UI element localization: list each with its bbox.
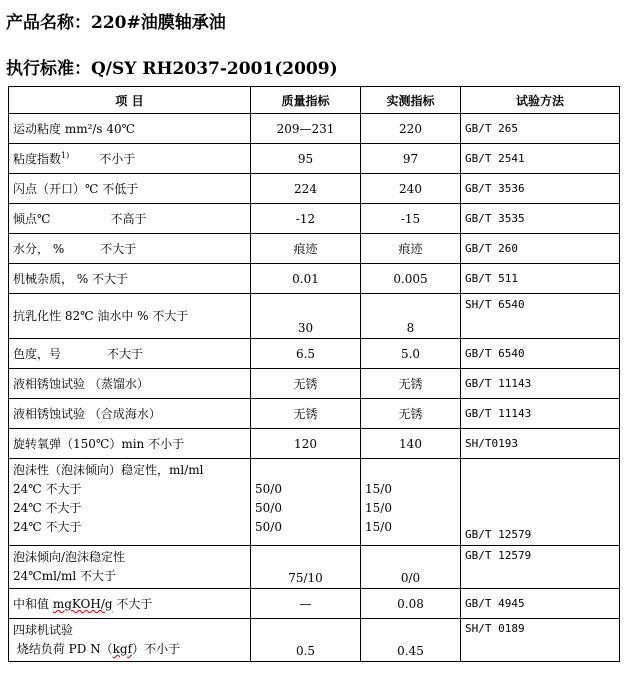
row-spec: 224 bbox=[251, 174, 361, 204]
neutral-measured: 0.08 bbox=[361, 589, 461, 619]
row-spec: 209—231 bbox=[251, 114, 361, 144]
row-method: GB/T 3535 bbox=[461, 204, 620, 234]
foam2-method: GB/T 12579 bbox=[461, 546, 620, 589]
row-spec: 120 bbox=[251, 429, 361, 459]
foam-line-item: 24℃ 不大于 bbox=[13, 520, 82, 534]
row-measured: 5.0 bbox=[361, 339, 461, 369]
header-method: 试验方法 bbox=[461, 87, 620, 114]
row-item-limit: 不高于 bbox=[110, 212, 147, 226]
footnote-marker: 1) bbox=[61, 151, 70, 160]
row-item-limit: 不大于 bbox=[107, 347, 144, 361]
foam2-row bbox=[9, 546, 620, 589]
row-spec: -12 bbox=[251, 204, 361, 234]
row-item-line: 抗乳化性 82℃ bbox=[13, 308, 94, 323]
row-item-limit: 不大于 bbox=[100, 242, 137, 256]
row-method: GB/T 3536 bbox=[461, 174, 620, 204]
table-row bbox=[9, 114, 620, 144]
row-method: GB/T 6540 bbox=[461, 339, 620, 369]
row-item-label: 倾点℃ bbox=[13, 212, 51, 226]
row-method: GB/T 511 bbox=[461, 264, 620, 294]
row-item-line: 油水中 % 不大于 bbox=[97, 308, 189, 323]
table-header-row bbox=[9, 87, 620, 114]
row-measured: 痕迹 bbox=[361, 234, 461, 264]
table-row bbox=[9, 264, 620, 294]
foam-line-spec: 50/0 bbox=[255, 520, 282, 534]
table-row bbox=[9, 294, 620, 339]
foam-line-spec: 50/0 bbox=[255, 482, 282, 496]
table-row bbox=[9, 234, 620, 264]
row-item: 液相锈蚀试验 （合成海水） bbox=[9, 399, 251, 429]
neutral-unit: mgKOH/g bbox=[52, 597, 113, 611]
foam-line-item: 24℃ 不大于 bbox=[13, 501, 82, 515]
fourball-measured: 0.45 bbox=[361, 619, 461, 662]
row-spec: 0.01 bbox=[251, 264, 361, 294]
fourball-spec: 0.5 bbox=[251, 619, 361, 662]
fourball-row bbox=[9, 619, 620, 662]
fourball-unit: kgf bbox=[112, 642, 133, 656]
row-method: SH/T 6540 bbox=[461, 294, 620, 339]
row-spec: 痕迹 bbox=[251, 234, 361, 264]
row-method: SH/T0193 bbox=[461, 429, 620, 459]
row-measured: 97 bbox=[361, 144, 461, 174]
table-row bbox=[9, 144, 620, 174]
foam-line-measured: 15/0 bbox=[365, 501, 392, 515]
row-item: 运动粘度 mm²/s 40℃ bbox=[9, 114, 251, 144]
foam-measured bbox=[361, 459, 461, 546]
row-measured: 220 bbox=[361, 114, 461, 144]
row-measured: -15 bbox=[361, 204, 461, 234]
foam-line-measured: 15/0 bbox=[365, 482, 392, 496]
foam-row bbox=[9, 459, 620, 546]
neutral-method: GB/T 4945 bbox=[461, 589, 620, 619]
header-spec: 质量指标 bbox=[251, 87, 361, 114]
row-spec: 30 bbox=[251, 294, 361, 339]
row-item bbox=[9, 234, 251, 264]
table-row bbox=[9, 339, 620, 369]
row-measured: 无锈 bbox=[361, 399, 461, 429]
foam-line-item: 24℃ 不大于 bbox=[13, 482, 82, 496]
neutral-item bbox=[9, 589, 251, 619]
foam2-line: 24℃ml/ml 不大于 bbox=[13, 569, 116, 583]
header-item: 项 目 bbox=[9, 87, 251, 114]
row-item-label: 水分， % bbox=[13, 242, 65, 256]
fourball-line: 烧结负荷 PD N（kgf）不小于 bbox=[16, 642, 181, 656]
table-row bbox=[9, 429, 620, 459]
row-spec: 无锈 bbox=[251, 369, 361, 399]
row-item bbox=[9, 144, 251, 174]
foam2-spec: 75/10 bbox=[251, 546, 361, 589]
foam-spec bbox=[251, 459, 361, 546]
neutral-limit: 不大于 bbox=[116, 597, 153, 611]
product-name-title: 产品名称：220#油膜轴承油 bbox=[6, 13, 226, 33]
row-measured: 140 bbox=[361, 429, 461, 459]
foam-line-spec: 50/0 bbox=[255, 501, 282, 515]
standard-title: 执行标准：Q/SY RH2037-2001(2009) bbox=[6, 59, 338, 79]
spec-table bbox=[8, 86, 620, 662]
row-method: GB/T 265 bbox=[461, 114, 620, 144]
neutral-spec: — bbox=[251, 589, 361, 619]
table-row bbox=[9, 204, 620, 234]
row-item bbox=[9, 204, 251, 234]
row-measured: 8 bbox=[361, 294, 461, 339]
row-method: GB/T 11143 bbox=[461, 399, 620, 429]
row-measured: 0.005 bbox=[361, 264, 461, 294]
row-item: 闪点（开口）℃ 不低于 bbox=[9, 174, 251, 204]
row-method: GB/T 2541 bbox=[461, 144, 620, 174]
fourball-line: 四球机试验 bbox=[13, 623, 74, 637]
neutral-label: 中和值 bbox=[13, 597, 50, 611]
row-item bbox=[9, 294, 251, 339]
row-measured: 无锈 bbox=[361, 369, 461, 399]
table-row bbox=[9, 399, 620, 429]
foam2-item bbox=[9, 546, 251, 589]
neutral-row bbox=[9, 589, 620, 619]
fourball-item bbox=[9, 619, 251, 662]
row-item: 液相锈蚀试验 （蒸馏水） bbox=[9, 369, 251, 399]
row-item bbox=[9, 339, 251, 369]
foam-header: 泡沫性（泡沫倾向）稳定性，ml/ml bbox=[13, 463, 204, 477]
row-item-limit: 不小于 bbox=[99, 152, 136, 166]
row-item: 机械杂质， % 不大于 bbox=[9, 264, 251, 294]
foam-line-measured: 15/0 bbox=[365, 520, 392, 534]
table-row bbox=[9, 369, 620, 399]
row-method: GB/T 11143 bbox=[461, 369, 620, 399]
header-measured: 实测指标 bbox=[361, 87, 461, 114]
row-item: 旋转氧弹（150℃）min 不小于 bbox=[9, 429, 251, 459]
row-spec: 6.5 bbox=[251, 339, 361, 369]
foam-method: GB/T 12579 bbox=[461, 459, 620, 546]
row-measured: 240 bbox=[361, 174, 461, 204]
row-spec: 95 bbox=[251, 144, 361, 174]
row-method: GB/T 260 bbox=[461, 234, 620, 264]
foam-item bbox=[9, 459, 251, 546]
row-item-label: 粘度指数 bbox=[13, 152, 62, 166]
foam2-line: 泡沫倾向/泡沫稳定性 bbox=[13, 550, 126, 564]
table-row bbox=[9, 174, 620, 204]
foam2-measured: 0/0 bbox=[361, 546, 461, 589]
fourball-method: SH/T 0189 bbox=[461, 619, 620, 662]
row-item-label: 色度，号 bbox=[13, 347, 62, 361]
row-spec: 无锈 bbox=[251, 399, 361, 429]
